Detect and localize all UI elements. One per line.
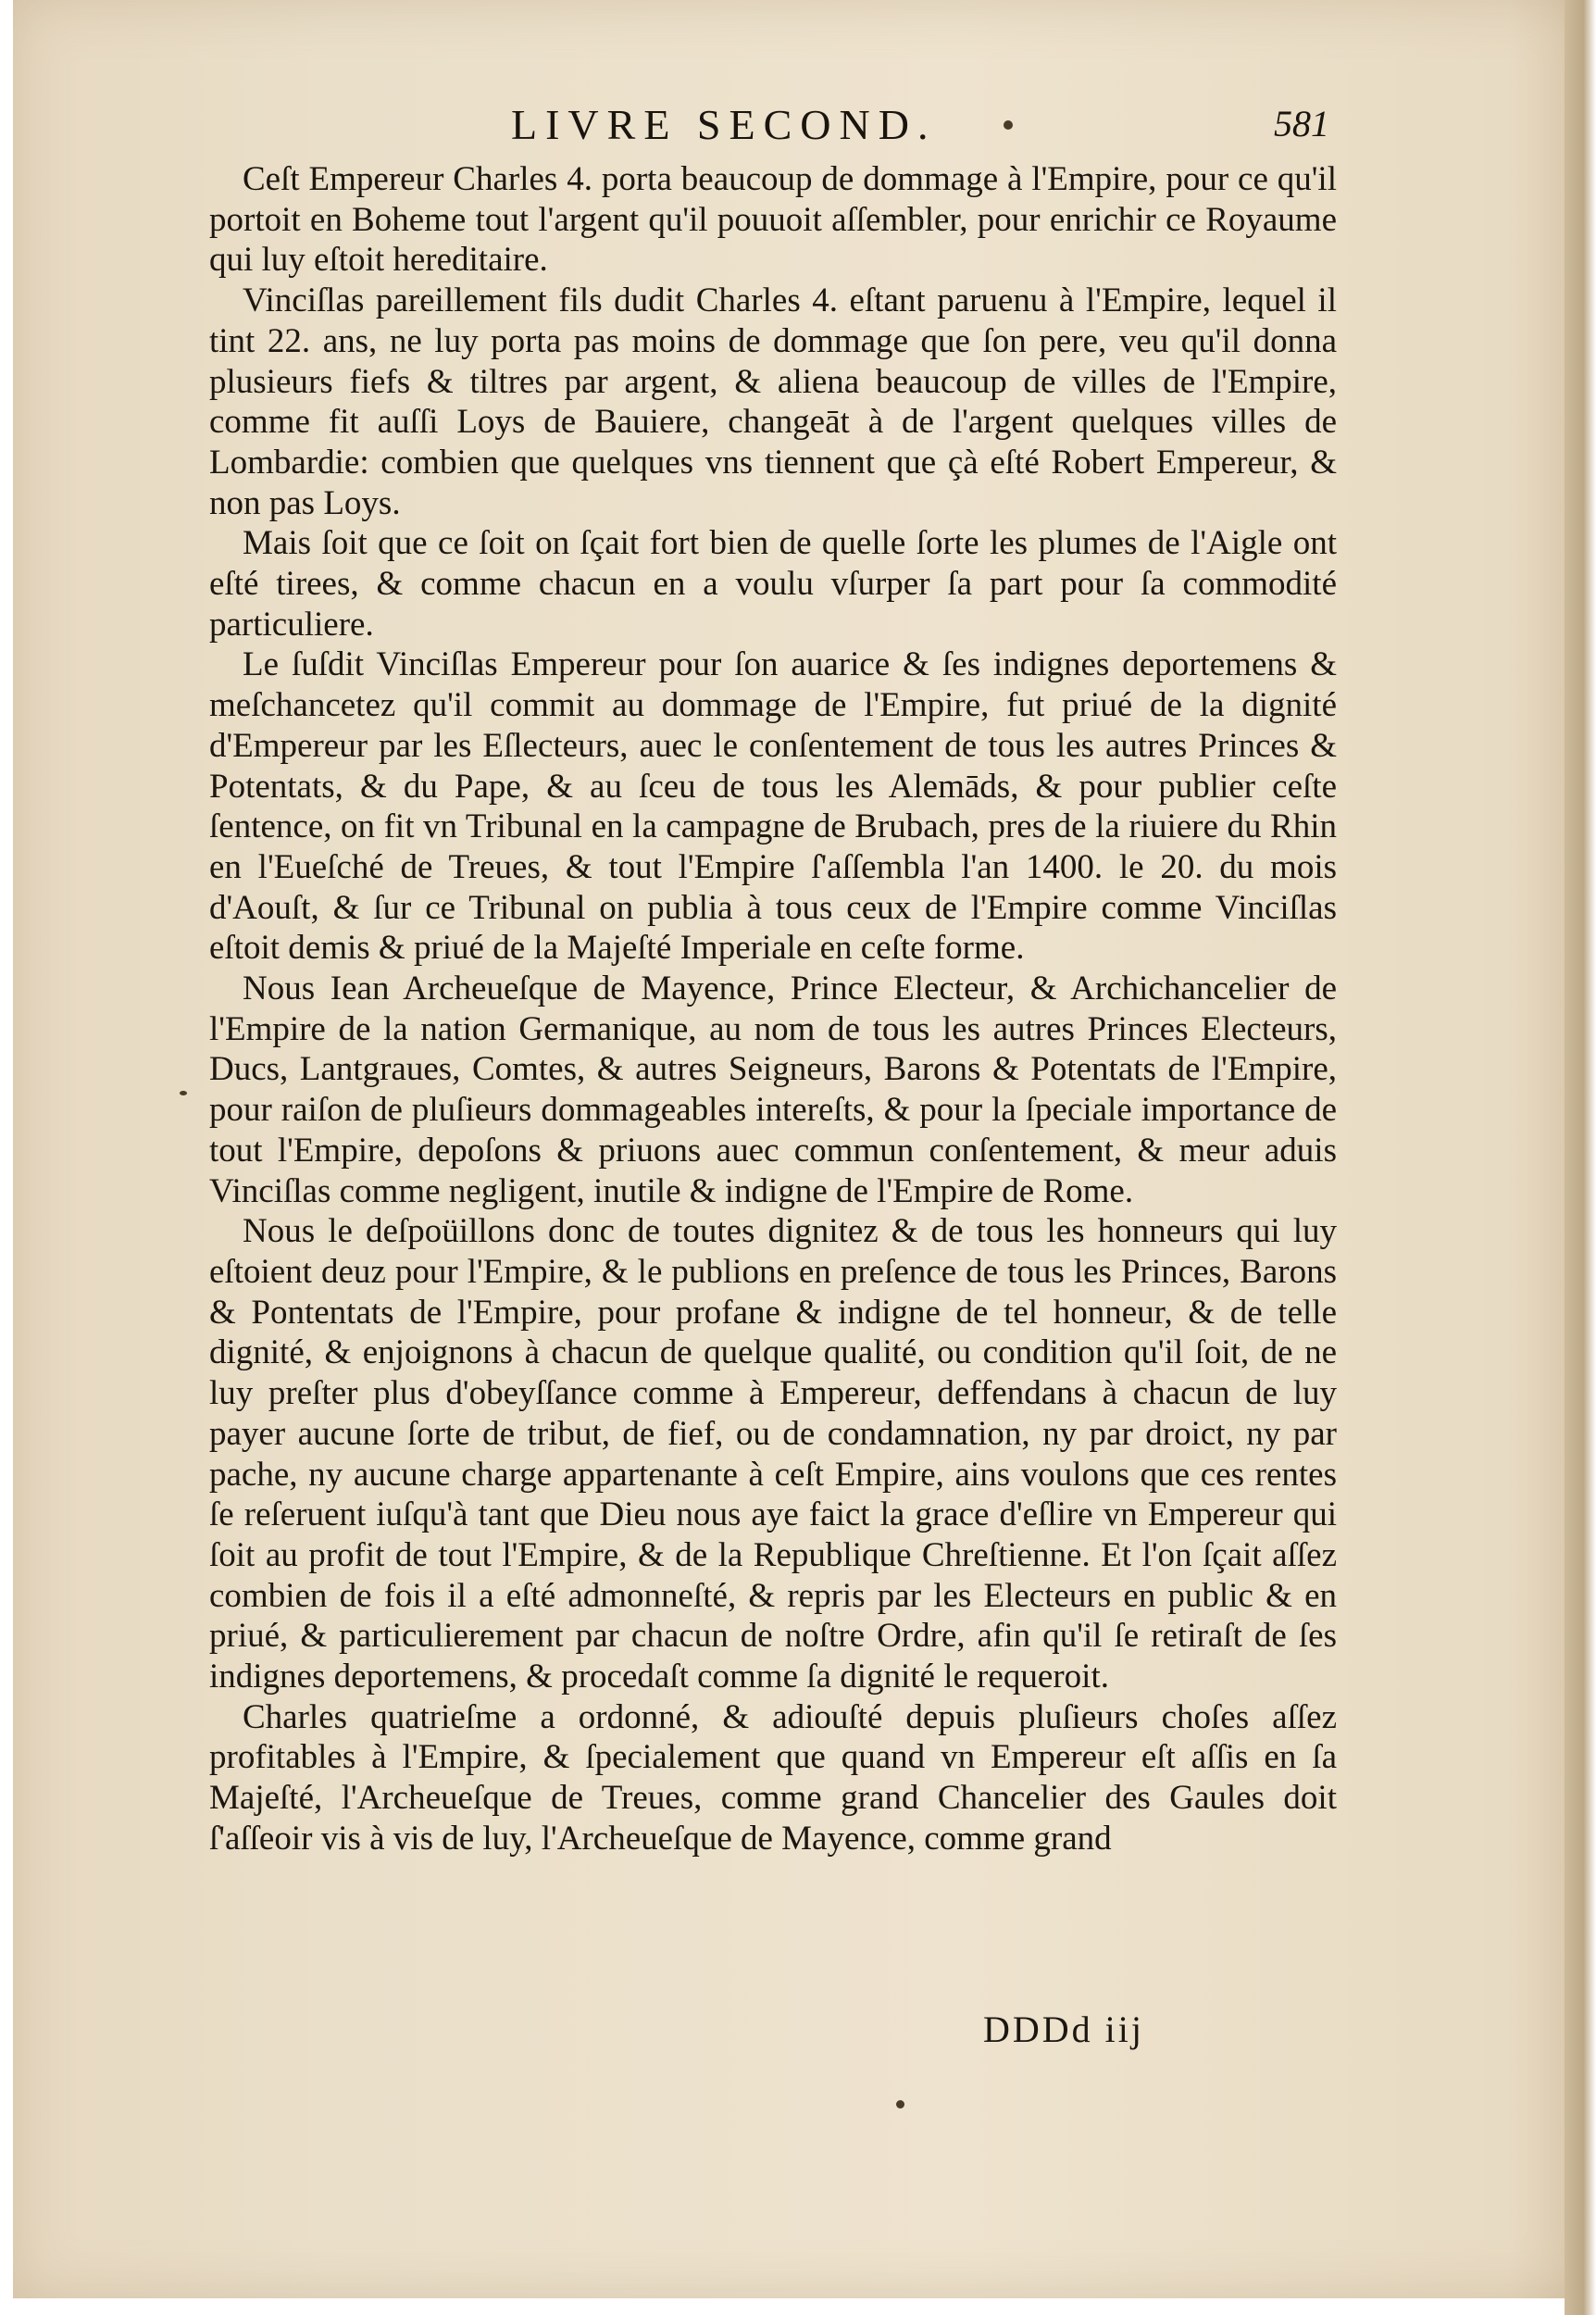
page-edge [1565, 0, 1596, 2315]
paragraph-2: Vinciſlas pareillement fils dudit Charles 4. eſtant paruenu à l'Empire, lequel il tint 22. ans, ne luy porta pas moins de dommage que ſon pere, veu qu'il donna plusieurs fiefs & tiltres par argent, & aliena beaucoup de villes de l'Empire, comme fit auſſi Loys de Bauiere, changeāt à de l'argent quelques villes de Lombardie: combien que quelques vns tiennent que çà eſté Robert Empereur, & non pas Loys. [209, 282, 1337, 522]
paragraph-7: Charles quatrieſme a ordonné, & adiouſté depuis pluſieurs choſes aſſez profitables à l'Empire, & ſpecialement que quand vn Empereur eſt aſſis en ſa Majeſté, l'Archeueſque de Treues, comme grand Chancelier des Gaules doit ſ'aſſeoir vis à vis de luy, l'Archeueſque de Mayence, comme grand [209, 1697, 1337, 1858]
paragraph-5: Nous Iean Archeueſque de Mayence, Prince Electeur, & Archichancelier de l'Empire de la nation Germanique, au nom de tous les autres Princes Electeurs, Ducs, Lantgraues, Comtes, & autres Seigneurs, Barons & Potentats de l'Empire, pour raiſon de pluſieurs dommageables intereſts, & pour la ſpeciale importance de tout l'Empire, depoſons & priuons auec commun conſentement, & meur aduis Vinciſlas comme negligent, inutile & indigne de l'Empire de Rome. [209, 970, 1337, 1210]
page-number: 581 [1274, 103, 1329, 144]
body-text [209, 159, 1337, 1859]
paragraph-1: Ceſt Empereur Charles 4. porta beaucoup de dommage à l'Empire, pour ce qu'il portoit en Boheme tout l'argent qu'il pouuoit aſſembler, pour enrichir ce Royaume qui luy eſtoit hereditaire. [209, 160, 1337, 280]
page-header [13, 100, 1587, 156]
paragraph-6: Nous le deſpoüillons donc de toutes dignitez & de tous les honneurs qui luy eſtoient deuz pour l'Empire, & le publions en preſence de tous les Princes, Barons & Pontentats de l'Empire, pour profane & indigne de tel honneur, & de telle dignité, & enjoignons à chacun de quelque qualité, ou condition qu'il ſoit, de ne luy preſter plus d'obeyſſance comme à Empereur, deffendans à chacun de luy payer aucune ſorte de tribut, de fief, ou de condamnation, ny par droict, ny par pache, ny aucune charge appartenante à ceſt Empire, ains voulons que ces rentes ſe reſeruent iuſqu'à tant que Dieu nous aye faict la grace d'eſlire vn Empereur qui ſoit au profit de tout l'Empire, & de la Republique Chreſtienne. Et l'on ſçait aſſez combien de fois il a eſté admonneſté, & repris par les Electeurs en public & en priué, & particulierement par chacun de noſtre Ordre, afin qu'il ſe retiraſt de ſes indignes deportemens, & procedaſt comme ſa dignité le requeroit. [209, 1212, 1337, 1696]
ink-speck [1004, 120, 1013, 130]
paragraph-4: Le ſuſdit Vinciſlas Empereur pour ſon auarice & ſes indignes deportemens & meſchancetez qu'il commit au dommage de l'Empire, fut priué de la dignité d'Empereur par les Eſlecteurs, auec le conſentement de tous les autres Princes & Potentats, & du Pape, & au ſceu de tous les Alemāds, & pour publier ceſte ſentence, on fit vn Tribunal en la campagne de Brubach, pres de la riuiere du Rhin en l'Eueſché de Treues, & tout l'Empire ſ'aſſembla l'an 1400. le 20. du mois d'Aouſt, & ſur ce Tribunal on publia à tous ceux de l'Empire comme Vinciſlas eſtoit demis & priué de la Majeſté Imperiale en ceſte forme. [209, 645, 1337, 968]
ink-speck [896, 2100, 904, 2109]
ink-speck [180, 1091, 187, 1095]
signature-mark: DDDd iij [983, 2008, 1144, 2050]
running-title: LIVRE SECOND. [511, 101, 937, 148]
book-page [13, 0, 1587, 2298]
paragraph-3: Mais ſoit que ce ſoit on ſçait fort bien de quelle ſorte les plumes de l'Aigle ont eſté tirees, & comme chacun en a voulu vſurper ſa part pour ſa commodité particuliere. [209, 524, 1337, 644]
